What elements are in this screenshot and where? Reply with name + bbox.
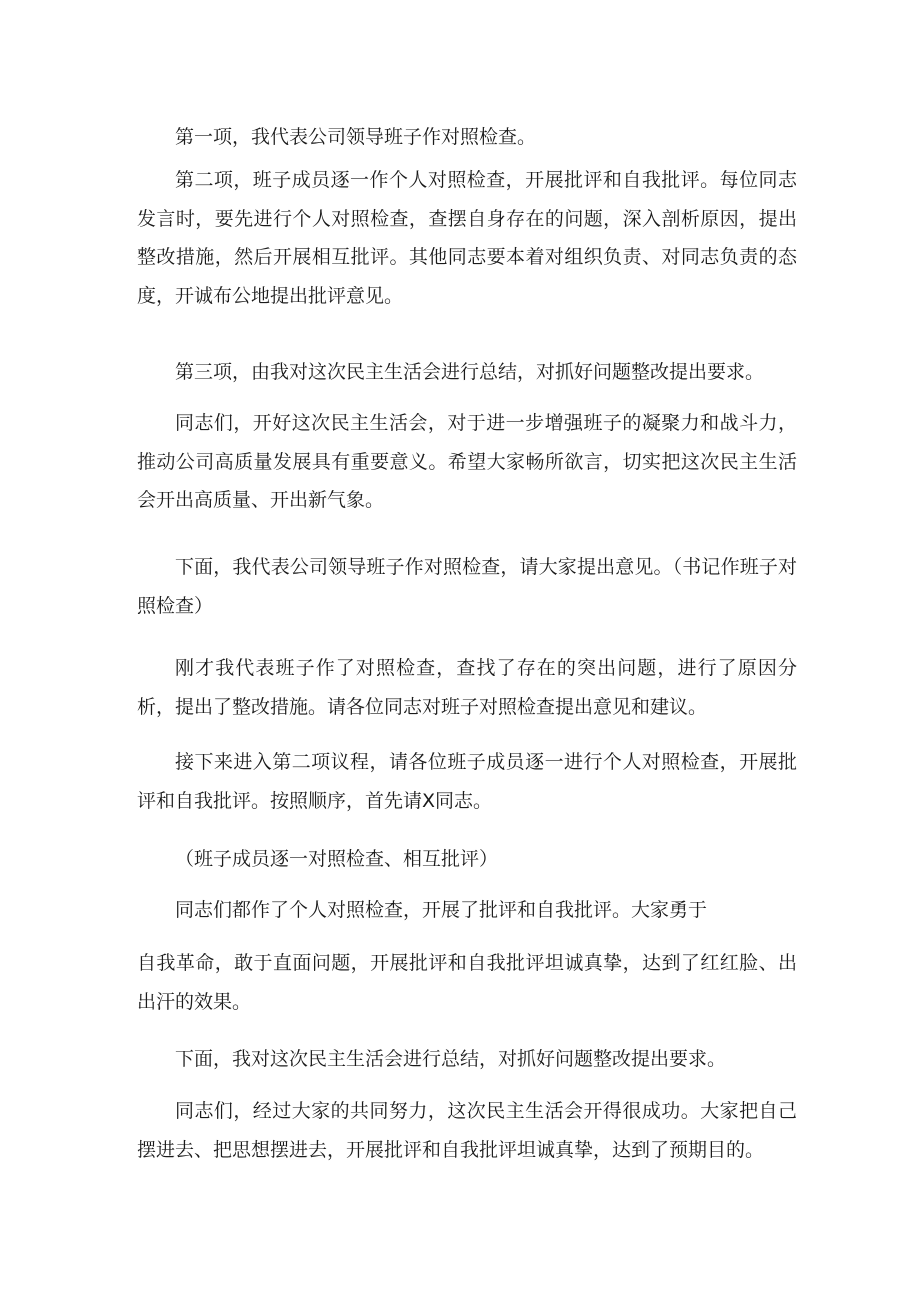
paragraph-item-6: 刚才我代表班子作了对照检查，查找了存在的突出问题，进行了原因分析，提出了整改措施。请各位同志对班子对照检查提出意见和建议。 xyxy=(137,657,797,718)
paragraph-item-9: 同志们都作了个人对照检查，开展了批评和自我批评。大家勇于 xyxy=(175,899,708,921)
paragraph-item-3: 第三项，由我对这次民主生活会进行总结，对抓好问题整改提出要求。 xyxy=(175,361,765,383)
paragraph-item-8: （班子成员逐一对照检查、相互批评） xyxy=(175,848,499,870)
paragraph-item-1: 第一项，我代表公司领导班子作对照检查。 xyxy=(175,126,537,148)
paragraph-item-12: 同志们，经过大家的共同努力，这次民主生活会开得很成功。大家把自己摆进去、把思想摆进去，开展批评和自我批评坦诚真挚，达到了预期目的。 xyxy=(137,1100,797,1161)
paragraph-item-4: 同志们，开好这次民主生活会，对于进一步增强班子的凝聚力和战斗力，推动公司高质量发展具有重要意义。希望大家畅所欲言，切实把这次民主生活会开出高质量、开出新气象。 xyxy=(137,412,797,511)
paragraph-item-10: 自我革命，敢于直面问题，开展批评和自我批评坦诚真挚，达到了红红脸、出出汗的效果。 xyxy=(137,952,797,1013)
paragraph-item-5: 下面，我代表公司领导班子作对照检查，请大家提出意见。（书记作班子对照检查） xyxy=(137,556,797,617)
paragraph-item-11: 下面，我对这次民主生活会进行总结，对抓好问题整改提出要求。 xyxy=(175,1048,727,1070)
paragraph-item-7: 接下来进入第二项议程，请各位班子成员逐一进行个人对照检查，开展批评和自我批评。按照顺序，首先请X同志。 xyxy=(137,751,797,812)
paragraph-item-2: 第二项，班子成员逐一作个人对照检查，开展批评和自我批评。每位同志发言时，要先进行个人对照检查，查摆自身存在的问题，深入剖析原因，提出整改措施，然后开展相互批评。其他同志要本着对组织负责、对同志负责的态度，开诚布公地提出批评意见。 xyxy=(137,169,797,307)
